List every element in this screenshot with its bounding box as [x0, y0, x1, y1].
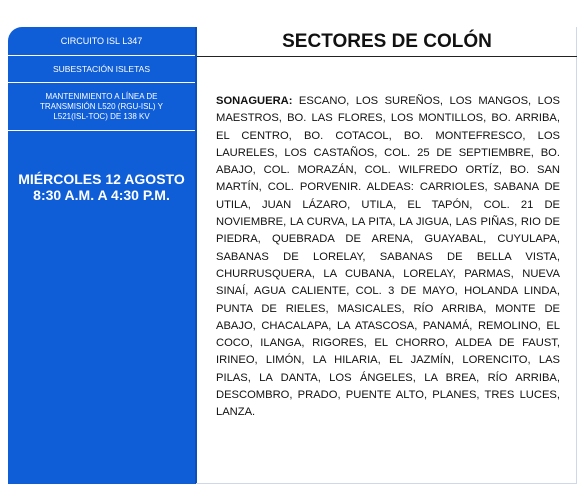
maintenance-line-3: L521(ISL-TOC) DE 138 KV	[53, 112, 150, 121]
page-title: SECTORES DE COLÓN	[197, 27, 577, 57]
schedule-time: 8:30 A.M. A 4:30 P.M.	[33, 187, 170, 203]
maintenance-line-1: MANTENIMIENTO A LÍNEA DE	[45, 92, 158, 101]
circuit-label: CIRCUITO ISL L347	[8, 27, 195, 56]
schedule-date: MIÉRCOLES 12 AGOSTO	[18, 171, 185, 187]
sectors-text	[216, 93, 560, 422]
region-label: SONAGUERA:	[216, 95, 293, 107]
maintenance-description	[8, 83, 195, 131]
sectors-list: ESCANO, LOS SUREÑOS, LOS MANGOS, LOS MAESTROS, BO. LAS FLORES, LOS MONTILLOS, BO. ARRIBA, EL CENTRO, BO. COTACOL, BO. MONTEFRESCO, LOS LAURELES, LOS CASTAÑOS, COL. 25 DE SEPTIEMBRE, BO. ABAJO, COL. MORAZÁN, COL. WILFREDO ORTÍZ, BO. SAN MARTÍN, COL. PORVENIR. ALDEAS: CARRIOLES, SABANA DE UTILA, JUAN LÁZARO, UTILA, EL TAPÓN, COL. 21 DE NOVIEMBRE, LA CURVA, LA PITA, LA JIGUA, LAS PIÑAS, RIO DE PIEDRA, QUEBRADA DE ARENA, GUAYABAL, CUYULAPA, SABANAS DE LORELAY, SABANAS DE BELLA VISTA, CHURRUSQUERA, LA CUBANA, LORELAY, PARMAS, NUEVA SINAÍ, AGUA CALIENTE, COL. 3 DE MAYO, HOLANDA LINDA, PUNTA DE RIELES, MASICALES, RÍO ARRIBA, MONTE DE ABAJO, CHACALAPA, LA ATASCOSA, PANAMÁ, REMOLINO, EL COCO, ILANGA, RIGORES, EL CHORRO, ALDEA DE FAUST, IRINEO, LIMÓN, LA HILARIA, EL JAZMÍN, LORENCITO, LAS PILAS, LA DANTA, LOS ÁNGELES, LA BREA, RÍO ARRIBA, DESCOMBRO, PRADO, PUENTE ALTO, PLANES, TRES LUCES, LANZA.	[216, 95, 561, 419]
info-sidebar	[8, 27, 197, 484]
substation-label: SUBESTACIÓN ISLETAS	[8, 56, 195, 83]
schedule	[8, 171, 195, 203]
maintenance-line-2: TRANSMISIÓN L520 (RGU-ISL) Y	[40, 102, 163, 111]
